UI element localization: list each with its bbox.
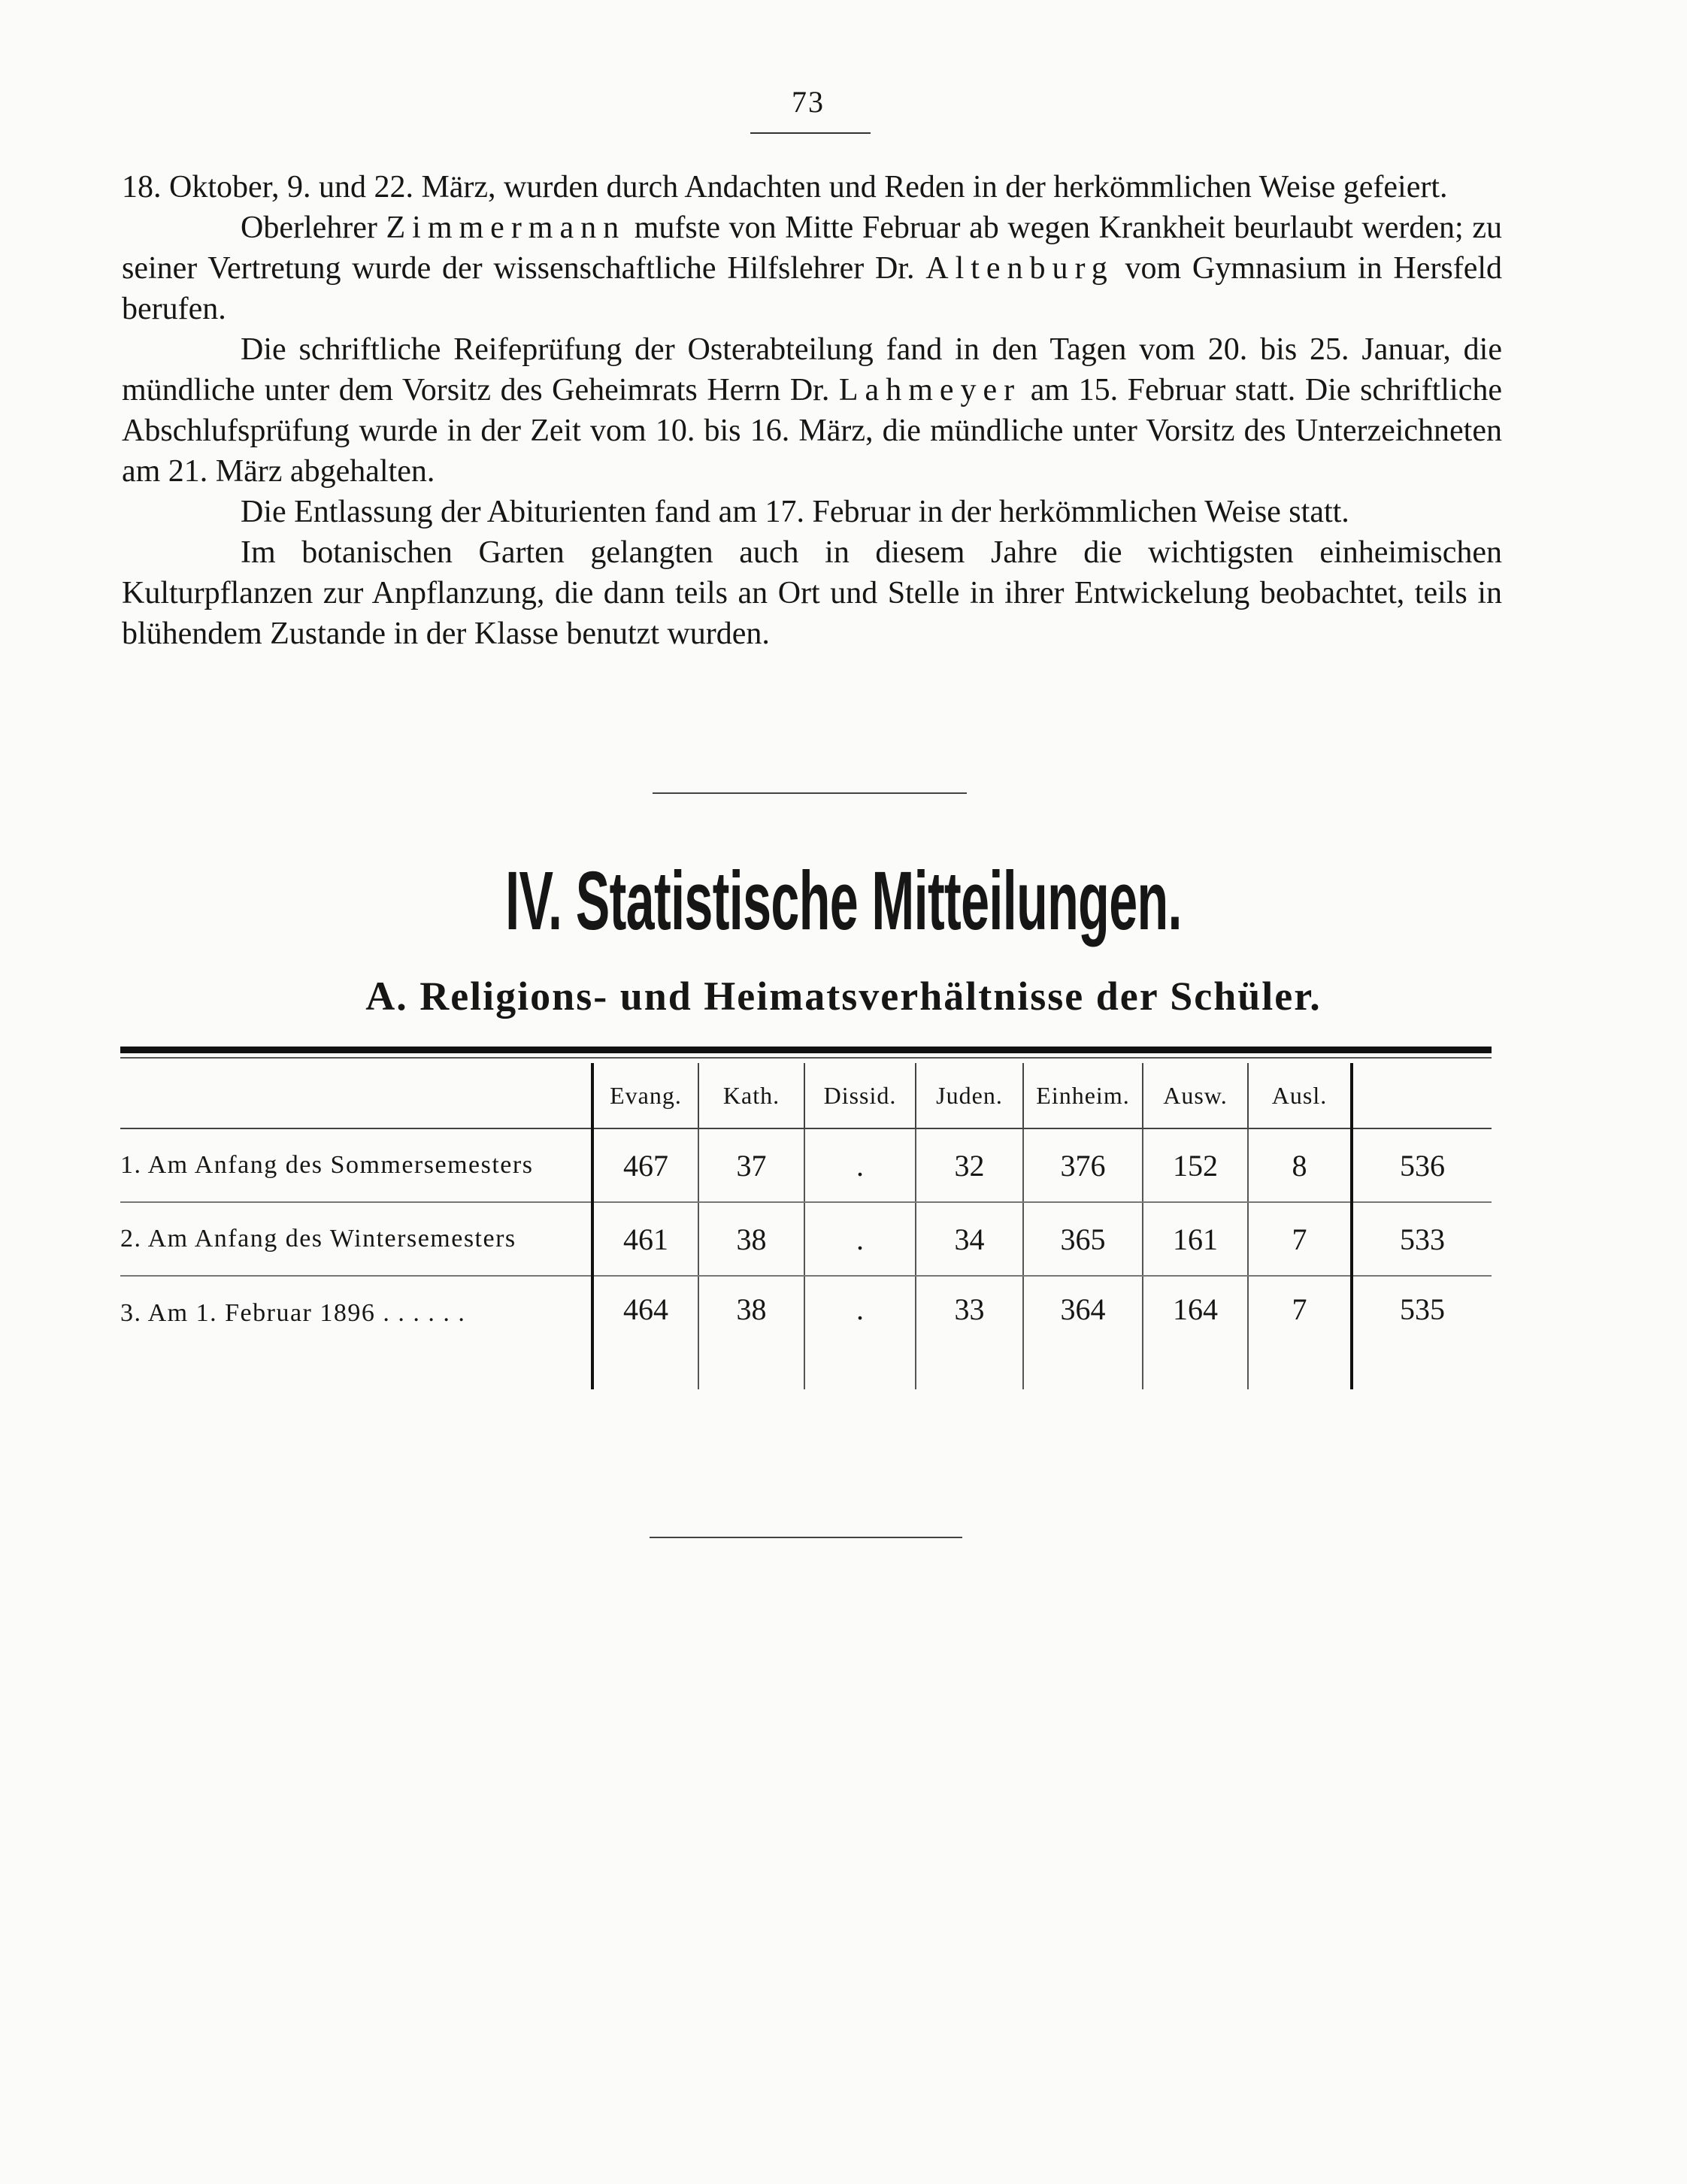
divider-top [653, 792, 967, 794]
cell-ausl: 7 [1248, 1202, 1352, 1276]
body-text [122, 167, 1502, 654]
cell-total: 535 [1352, 1276, 1492, 1389]
paragraph-2-text-c: vom Gymnasium in Hersfeld berufen. [122, 251, 1503, 326]
cell-kath: 38 [698, 1276, 804, 1389]
header-juden: Juden. [916, 1063, 1023, 1128]
cell-kath: 38 [698, 1202, 804, 1276]
header-dissid: Dissid. [804, 1063, 916, 1128]
cell-evang: 464 [592, 1276, 698, 1389]
table-top-rule [120, 1047, 1492, 1053]
page-number-rule [750, 132, 871, 134]
paragraph-5-text: Im botanischen Garten gelangten auch in diesem Jahre die wichtigsten einheimischen Kulturpflanzen zur Anpflanzung, die dann teils an Ort und Stelle in ihrer Entwickelung beobachtet, teils in blühendem Zustande in der Klasse benutzt wurden. [122, 535, 1502, 651]
header-total [1352, 1063, 1492, 1128]
cell-ausl: 7 [1248, 1276, 1352, 1389]
header-ausw: Ausw. [1143, 1063, 1248, 1128]
name-zimmermann: Zimmermann [386, 211, 626, 245]
cell-ausl: 8 [1248, 1128, 1352, 1202]
header-label-blank [120, 1063, 592, 1128]
cell-ausw: 164 [1143, 1276, 1248, 1389]
cell-juden: 34 [916, 1202, 1023, 1276]
paragraph-3 [122, 329, 1502, 492]
section-heading: IV. Statistische Mitteilungen. [505, 855, 1182, 947]
header-evang: Evang. [592, 1063, 698, 1128]
paragraph-4-text: Die Entlassung der Abiturienten fand am 17. Februar in der herkömmlichen Weise statt. [241, 495, 1349, 529]
cell-evang: 467 [592, 1128, 698, 1202]
paragraph-2-text-a: Oberlehrer [241, 211, 386, 245]
cell-juden: 33 [916, 1276, 1023, 1389]
header-ausl: Ausl. [1248, 1063, 1352, 1128]
header-einheim: Einheim. [1023, 1063, 1143, 1128]
table-row [120, 1202, 1492, 1276]
table-row [120, 1276, 1492, 1389]
cell-ausw: 161 [1143, 1202, 1248, 1276]
row-label: 2. Am Anfang des Wintersemesters [120, 1202, 592, 1276]
paragraph-5 [122, 532, 1502, 654]
paragraph-2-text-b: mufste von Mitte Februar ab wegen Krankheit beurlaubt werden; zu seiner Vertretung wurde der wissenschaftliche Hilfslehrer Dr. [122, 211, 1502, 286]
cell-dissid: . [804, 1128, 916, 1202]
cell-juden: 32 [916, 1128, 1023, 1202]
cell-total: 533 [1352, 1202, 1492, 1276]
cell-dissid: . [804, 1276, 916, 1389]
cell-einheim: 365 [1023, 1202, 1143, 1276]
name-lahmeyer: Lahmeyer [838, 373, 1022, 407]
table-header-row [120, 1063, 1492, 1128]
row-label: 3. Am 1. Februar 1896 . . . . . . [120, 1299, 466, 1327]
name-altenburg: Altenburg [925, 251, 1114, 286]
cell-dissid: . [804, 1202, 916, 1276]
header-kath: Kath. [698, 1063, 804, 1128]
paragraph-1-text: 18. Oktober, 9. und 22. März, wurden durch Andachten und Reden in der herkömmlichen Weise gefeiert. [122, 170, 1448, 204]
cell-total: 536 [1352, 1128, 1492, 1202]
paragraph-4 [122, 492, 1502, 532]
paragraph-2 [122, 207, 1502, 329]
sub-heading: A. Religions- und Heimatsverhältnisse der Schüler. [365, 974, 1322, 1019]
paragraph-3-text-b: am 15. Februar statt. Die schriftliche Abschlufsprüfung wurde in der Zeit vom 10. bis 16. März, die mündliche unter Vorsitz des Unterzeichneten am 21. März abgehalten. [122, 373, 1502, 489]
cell-evang: 461 [592, 1202, 698, 1276]
paragraph-1 [122, 167, 1502, 207]
statistics-table [120, 1063, 1492, 1389]
page-number: 73 [792, 85, 825, 119]
table-top-rule-thin [120, 1057, 1492, 1059]
table-row [120, 1128, 1492, 1202]
paragraph-3-text-a: Die schriftliche Reifeprüfung der Osterabteilung fand in den Tagen vom 20. bis 25. Januar, die mündliche unter dem Vorsitz des Geheimrats Herrn Dr. [122, 332, 1502, 407]
cell-kath: 37 [698, 1128, 804, 1202]
cell-ausw: 152 [1143, 1128, 1248, 1202]
cell-einheim: 364 [1023, 1276, 1143, 1389]
cell-einheim: 376 [1023, 1128, 1143, 1202]
divider-bottom [650, 1537, 962, 1538]
row-label: 1. Am Anfang des Sommersemesters [120, 1128, 592, 1202]
